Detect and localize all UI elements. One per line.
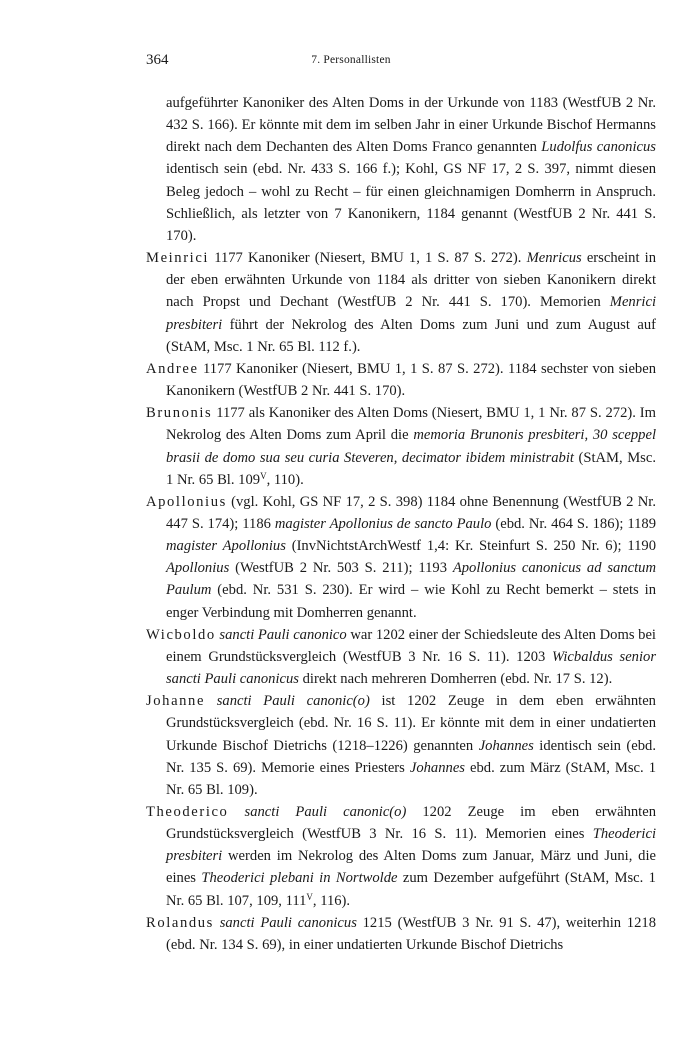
text-run: 1202 Zeuge im eben erwähnten Grundstücksvergleich (WestfUB 3 Nr. 16 S. 11). Memorien eines — [166, 804, 656, 843]
text-run: (ebd. Nr. 531 S. 230). Er wird – wie Kohl zu Recht bemerkt – stets in enger Verbindung mit Domherren genannt. — [166, 582, 656, 621]
person-name: Meinrici — [146, 250, 210, 267]
latin-quote: Wicbaldus senior sancti Pauli canonicus — [166, 648, 656, 688]
person-entry — [146, 801, 656, 912]
text-run: führt der Nekrolog des Alten Doms zum Juni und zum August auf (StAM, Msc. 1 Nr. 65 Bl. 112 f.). — [166, 316, 656, 355]
person-entry — [146, 358, 656, 402]
text-run: 1177 als Kanoniker des Alten Doms (Niesert, BMU 1, 1 Nr. 87 S. 272). Im Nekrolog des Alten Doms zum April die — [166, 405, 656, 444]
text-run — [205, 693, 217, 709]
latin-quote: sancti Pauli canonicus — [219, 914, 357, 931]
latin-quote: Theoderici presbiteri — [166, 826, 656, 865]
text-run: (InvNichtstArchWestf 1,4: Kr. Steinfurt S. 250 Nr. 6); 1190 — [285, 538, 656, 555]
latin-quote: Theoderici plebani in Nortwolde — [201, 870, 398, 887]
latin-quote: Menricus — [526, 250, 582, 267]
latin-quote: magister Apollonius de sancto Paulo — [274, 515, 492, 532]
person-entry — [146, 690, 656, 801]
text-run: erscheint in der eben erwähnten Urkunde von 1184 als dritter von sieben Kanonikern direkt nach Propst und Dechant (WestfUB 2 Nr. 441 S. 170). Memorien — [166, 250, 657, 311]
person-name: Brunonis — [146, 405, 213, 422]
text-run: (ebd. Nr. 464 S. 186); 1189 — [491, 515, 657, 532]
text-run: ist 1202 Zeuge in dem eben erwähnten Grundstücksvergleich (ebd. Nr. 16 S. 11). Er könnte mit dem in einer undatierten Urkunde Bischof Dietrichs (1218–1226) genannten — [166, 693, 656, 754]
superscript: V — [260, 470, 267, 481]
latin-quote: memoria Brunonis presbiteri, 30 sceppel brasii de domo sua seu curia Steveren, decimator ibidem ministrabit — [166, 427, 656, 466]
person-name: Theoderico — [146, 804, 229, 820]
latin-quote: magister Apollonius — [166, 538, 286, 555]
person-entry — [146, 912, 656, 956]
text-run: (vgl. Kohl, GS NF 17, 2 S. 398) 1184 ohne Benennung (WestfUB 2 Nr. 447 S. 174); 1186 — [166, 493, 656, 532]
text-run: zum Dezember aufgeführt (StAM, Msc. 1 Nr. 65 Bl. 107, 109, 111 — [166, 870, 656, 909]
text-run — [228, 804, 244, 820]
person-name: Wicboldo — [146, 626, 216, 643]
latin-quote: sancti Pauli canonic(o) — [244, 804, 407, 820]
text-run: aufgeführter Kanoniker des Alten Doms in der Urkunde von 1183 (WestfUB 2 Nr. 432 S. 166). Er könnte mit dem im selben Jahr in einer Urkunde Bischof Hermanns direkt nach dem Dechanten des Alten Doms Franco genannten — [166, 95, 656, 156]
text-run: (WestfUB 2 Nr. 503 S. 211); 1193 — [229, 560, 453, 577]
latin-quote: Ludolfus canonicus — [541, 139, 656, 156]
latin-quote: Menrici presbiteri — [166, 294, 656, 333]
text-run: 1177 Kanoniker (Niesert, BMU 1, 1 S. 87 S. 272). — [209, 250, 527, 267]
continued-paragraph — [146, 92, 656, 247]
text-run: , 116). — [312, 892, 351, 909]
text-run: war 1202 einer der Schiedsleute des Alten Doms bei einem Grundstücksvergleich (WestfUB 3 Nr. 16 S. 11). 1203 — [166, 626, 656, 665]
text-run: 1215 (WestfUB 3 Nr. 91 S. 47), weiterhin 1218 (ebd. Nr. 134 S. 69), in einer undatierten Urkunde Bischof Dietrichs — [166, 914, 656, 953]
body-text — [146, 92, 656, 956]
text-run: identisch sein (ebd. Nr. 433 S. 166 f.); Kohl, GS NF 17, 2 S. 397, nimmt diesen Beleg jedoch – wohl zu Recht – für einen gleichnamigen Domherrn in Anspruch. Schließlich, als letzter von 7 Kanonikern, 1184 genannt (WestfUB 2 Nr. 441 S. 170). — [166, 161, 656, 244]
superscript: V — [306, 891, 313, 902]
latin-quote: Apollonius canonicus ad sanctum Paulum — [166, 560, 656, 599]
running-head: 7. Personallisten — [311, 54, 391, 66]
latin-quote: Johannes — [478, 737, 534, 754]
person-name: Apollonius — [146, 493, 227, 510]
latin-quote: Apollonius — [166, 560, 230, 577]
person-name: Andree — [146, 360, 199, 377]
text-run: direkt nach mehreren Domherren (ebd. Nr. 17 S. 12). — [298, 671, 613, 688]
text-run: identisch sein (ebd. Nr. 135 S. 69). Memorie eines Priesters — [166, 737, 657, 776]
person-entry — [146, 624, 656, 690]
person-entry — [146, 247, 656, 358]
text-run: ebd. zum März (StAM, Msc. 1 Nr. 65 Bl. 109). — [166, 759, 656, 798]
page-header — [146, 52, 556, 76]
latin-quote: sancti Pauli canonic(o) — [216, 693, 370, 710]
person-name: Johanne — [146, 693, 206, 710]
text-run: (StAM, Msc. 1 Nr. 65 Bl. 109 — [166, 449, 656, 488]
person-entry — [146, 402, 656, 491]
text-run: werden im Nekrolog des Alten Doms zum Januar, März und Juni, die eines — [166, 848, 656, 887]
page-number: 364 — [146, 52, 169, 68]
person-entry — [146, 491, 656, 624]
text-run: 1177 Kanoniker (Niesert, BMU 1, 1 S. 87 S. 272). 1184 sechster von sieben Kanonikern (WestfUB 2 Nr. 441 S. 170). — [166, 360, 656, 400]
latin-quote: Johannes — [409, 759, 465, 776]
person-name: Rolandus — [146, 914, 214, 931]
text-run: , 110). — [266, 471, 304, 488]
latin-quote: sancti Pauli canonico — [219, 626, 347, 643]
